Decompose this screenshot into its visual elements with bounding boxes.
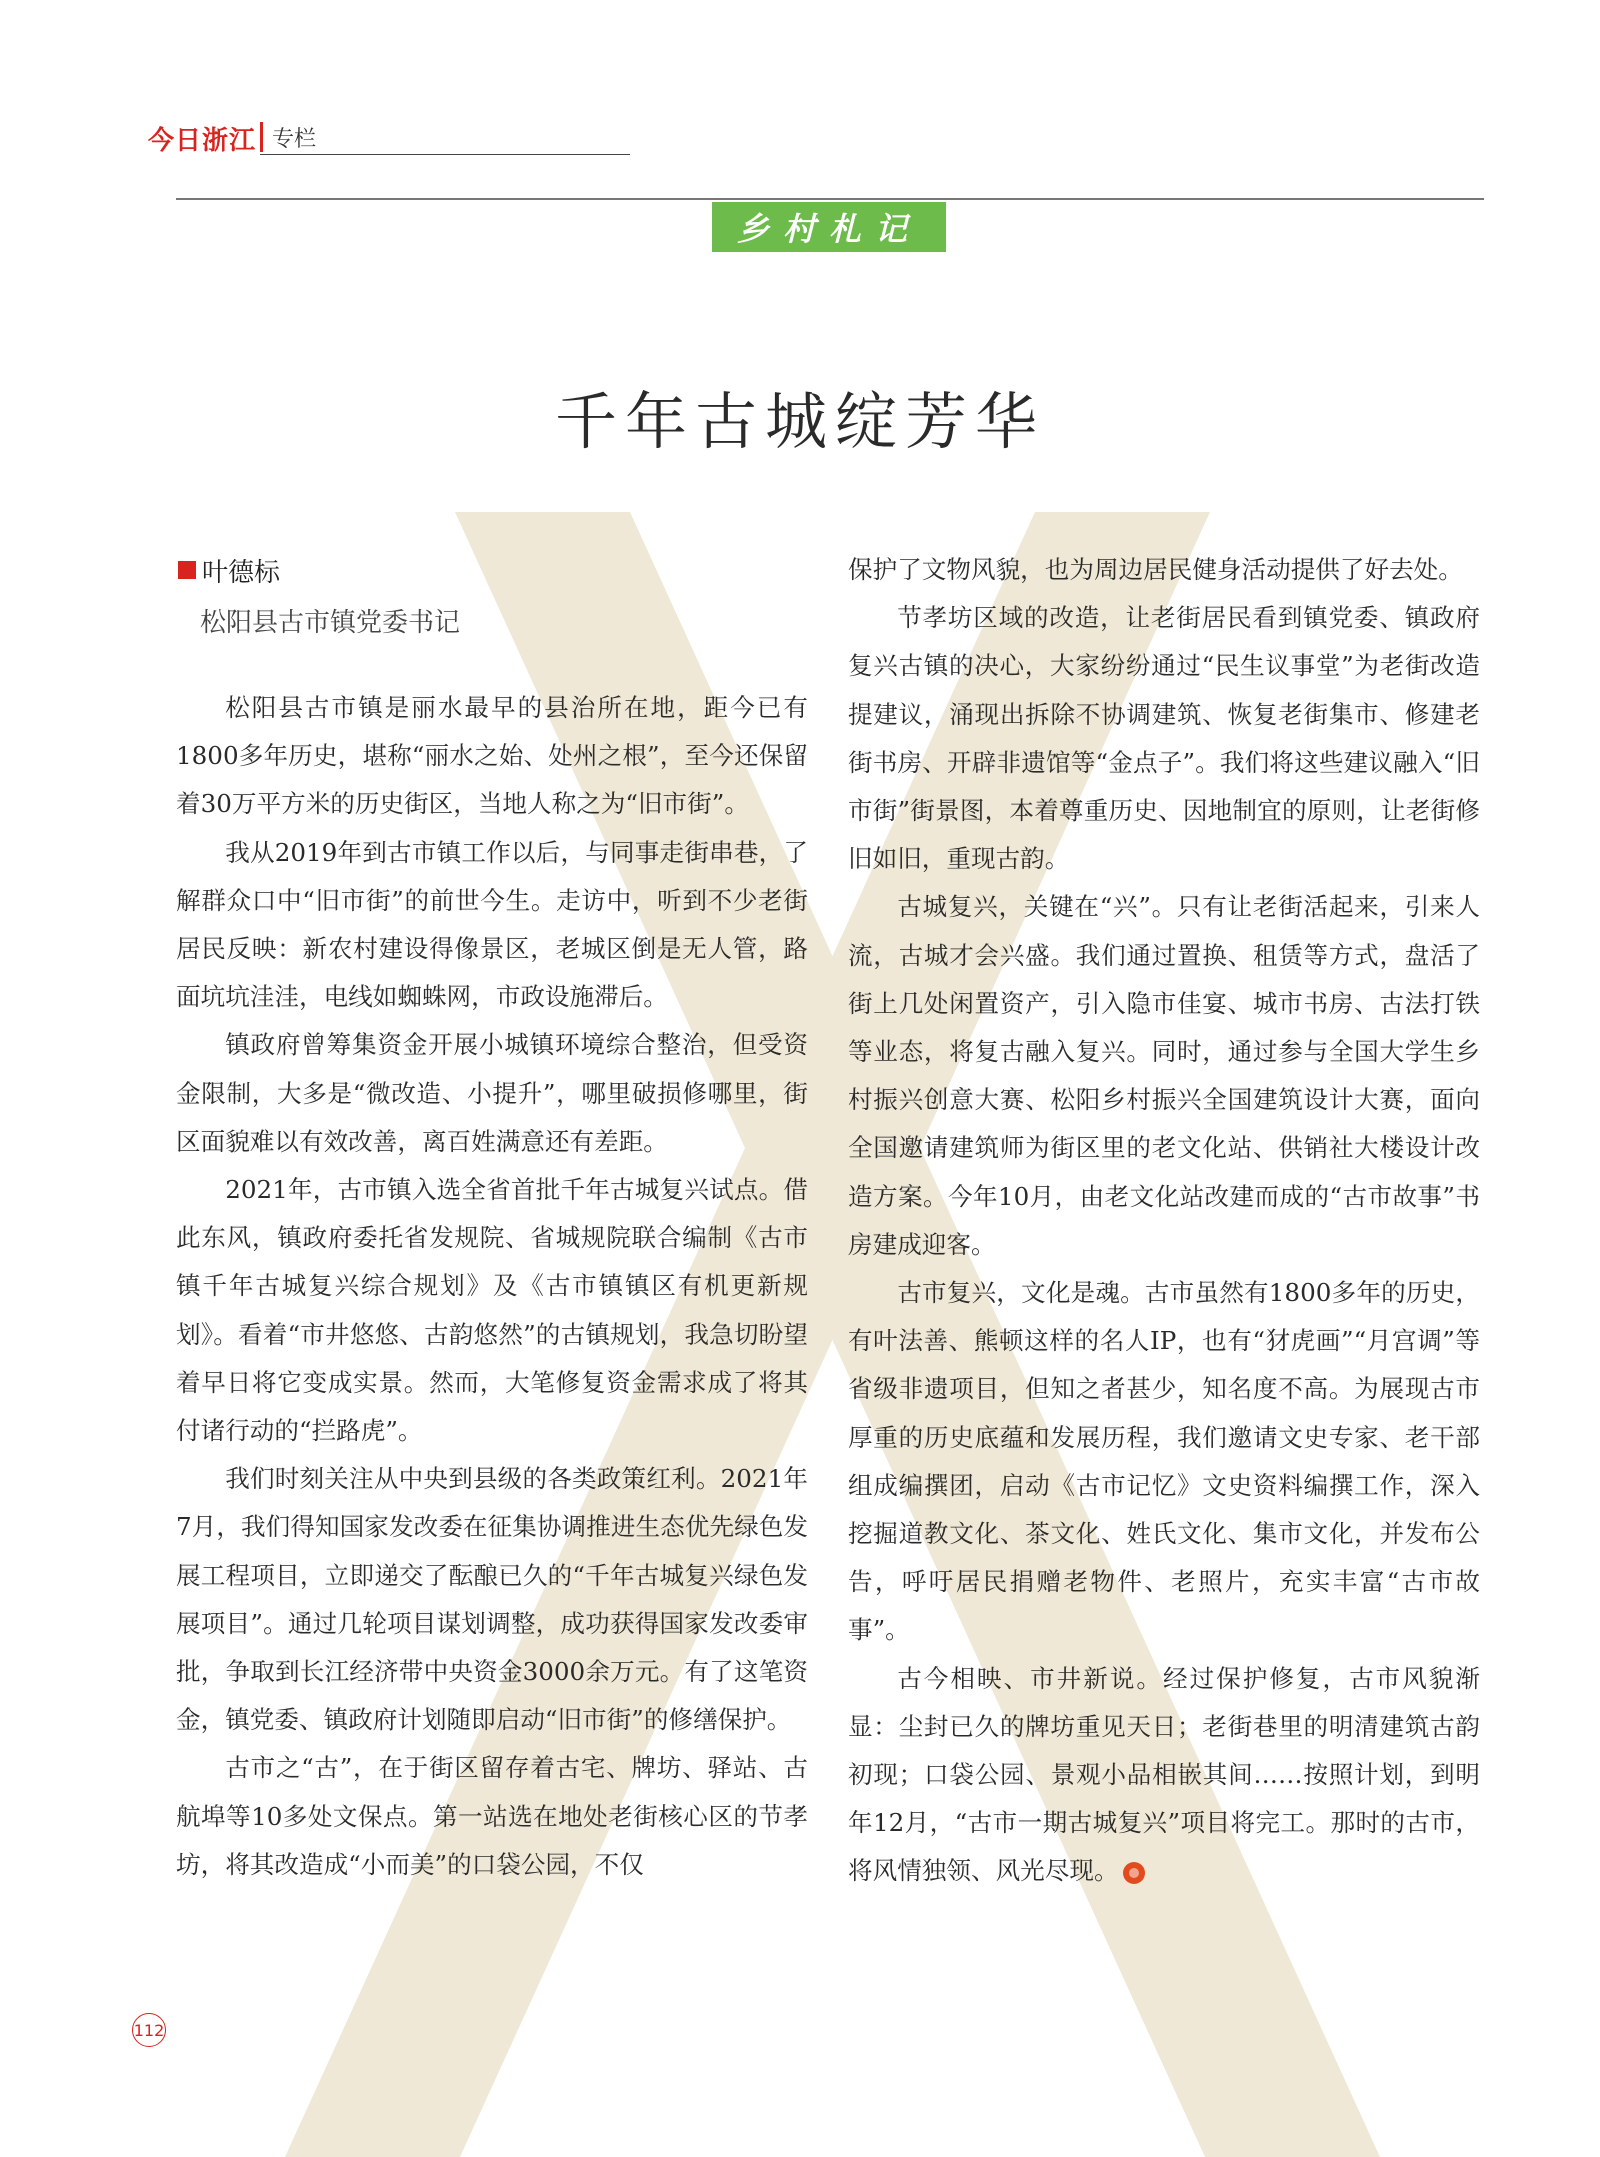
right-column (848, 546, 1480, 1896)
author-name: 叶德标 (202, 557, 281, 588)
paragraph: 2021年，古市镇入选全省首批千年古城复兴试点。借此东风，镇政府委托省发规院、省城规院联合编制《古市镇千年古城复兴综合规划》及《古市镇镇区有机更新规划》。看着“市井悠悠、古韵悠然”的古镇规划，我急切盼望着早日将它变成实景。然而，大笔修复资金需求成了将其付诸行动的“拦路虎”。 (176, 1175, 808, 1446)
paragraph: 我从2019年到古市镇工作以后，与同事走街串巷，了解群众口中“旧市街”的前世今生。走访中，听到不少老街居民反映：新农村建设得像景区，老城区倒是无人管，路面坑坑洼洼，电线如蜘蛛网，市政设施滞后。 (176, 837, 808, 1012)
paragraph-text: 古今相映、市井新说。经过保护修复，古市风貌渐显：尘封已久的牌坊重见天日；老街巷里的明清建筑古韵初现；口袋公园、景观小品相嵌其间……按照计划，到明年12月，“古市一期古城复兴”项目将完工。那时的古市，将风情独领、风光尽现。 (848, 1663, 1480, 1886)
paragraph: 我们时刻关注从中央到县级的各类政策红利。2021年7月，我们得知国家发改委在征集协调推进生态优先绿色发展工程项目，立即递交了酝酿已久的“千年古城复兴绿色发展项目”。通过几轮项目谋划调整，成功获得国家发改委审批，争取到长江经济带中央资金3000余万元。有了这笔资金，镇党委、镇政府计划随即启动“旧市街”的修缮保护。 (176, 1464, 808, 1735)
paragraph: 节孝坊区域的改造，让老街居民看到镇党委、镇政府复兴古镇的决心，大家纷纷通过“民生议事堂”为老街改造提建议，涌现出拆除不协调建筑、恢复老街集市、修建老街书房、开辟非遗馆等“金点子”。我们将这些建议融入“旧市街”街景图，本着尊重历史、因地制宜的原则，让老街修旧如旧，重现古韵。 (848, 603, 1480, 874)
paragraph: 古市复兴，文化是魂。古市虽然有1800多年的历史，有叶法善、熊顿这样的名人IP，也有“犲虎画”“月宫调”等省级非遗项目，但知之者甚少，知名度不高。为展现古市厚重的历史底蕴和发展历程，我们邀请文史专家、老干部组成编撰团，启动《古市记忆》文史资料编撰工作，深入挖掘道教文化、茶文化、姓氏文化、集市文化，并发布公告，呼吁居民捐赠老物件、老照片，充实丰富“古市故事”。 (848, 1278, 1480, 1645)
masthead-divider (260, 122, 263, 152)
section-badge: 乡村札记 (712, 202, 946, 252)
masthead-underline (260, 154, 630, 155)
left-column (176, 684, 808, 1889)
column-label: 专栏 (272, 127, 317, 152)
author-square-icon (178, 561, 196, 579)
author-name-row (178, 552, 460, 588)
paragraph: 古城复兴，关键在“兴”。只有让老街活起来，引来人流，古城才会兴盛。我们通过置换、租赁等方式，盘活了街上几处闲置资产，引入隐市佳宴、城市书房、古法打铁等业态，将复古融入复兴。同时，通过参与全国大学生乡村振兴创意大赛、松阳乡村振兴全国建筑设计大赛，面向全国邀请建筑师为街区里的老文化站、供销社大楼设计改造方案。今年10月，由老文化站改建而成的“古市故事”书房建成迎客。 (848, 892, 1480, 1259)
paragraph-continued: 保护了文物风貌，也为周边居民健身活动提供了好去处。 (848, 555, 1463, 584)
author-block (178, 552, 460, 639)
article-title: 千年古城绽芳华 (554, 385, 1045, 458)
paragraph: 古市之“古”，在于街区留存着古宅、牌坊、驿站、古航埠等10多处文保点。第一站选在地处老街核心区的节孝坊，将其改造成“小而美”的口袋公园，不仅 (176, 1753, 808, 1879)
paragraph: 松阳县古市镇是丽水最早的县治所在地，距今已有1800多年历史，堪称“丽水之始、处州之根”，至今还保留着30万平方米的历史街区，当地人称之为“旧市街”。 (176, 693, 808, 819)
magazine-logo: 今日浙江 (148, 126, 257, 156)
paragraph: 镇政府曾筹集资金开展小城镇环境综合整治，但受资金限制，大多是“微改造、小提升”，哪里破损修哪里，街区面貌难以有效改善，离百姓满意还有差距。 (176, 1030, 808, 1156)
header-rule (176, 198, 1484, 200)
paragraph-final (848, 1655, 1480, 1896)
author-title: 松阳县古市镇党委书记 (200, 608, 461, 638)
article-end-icon (1123, 1862, 1145, 1884)
page-number: 112 (132, 2013, 166, 2047)
